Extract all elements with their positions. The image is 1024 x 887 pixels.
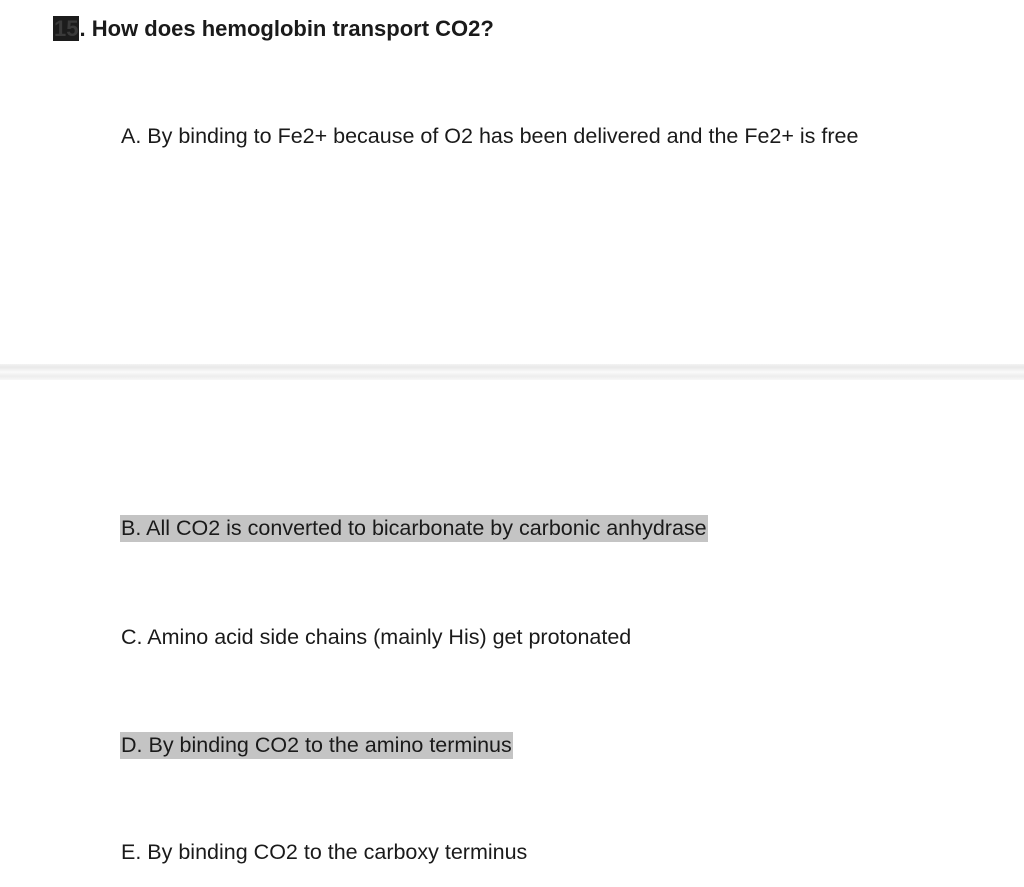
question-number-badge: 15	[54, 16, 79, 41]
page-divider	[0, 364, 1024, 380]
question-text: . How does hemoglobin transport CO2?	[79, 16, 494, 41]
option-b[interactable]: B. All CO2 is converted to bicarbonate by carbonic anhydrase	[121, 516, 707, 540]
option-d[interactable]: D. By binding CO2 to the amino terminus	[121, 733, 512, 757]
option-a[interactable]: A. By binding to Fe2+ because of O2 has been delivered and the Fe2+ is free	[121, 124, 859, 148]
option-e[interactable]: E. By binding CO2 to the carboxy terminus	[121, 840, 528, 864]
option-c[interactable]: C. Amino acid side chains (mainly His) get protonated	[121, 625, 632, 649]
question-title	[53, 15, 494, 43]
